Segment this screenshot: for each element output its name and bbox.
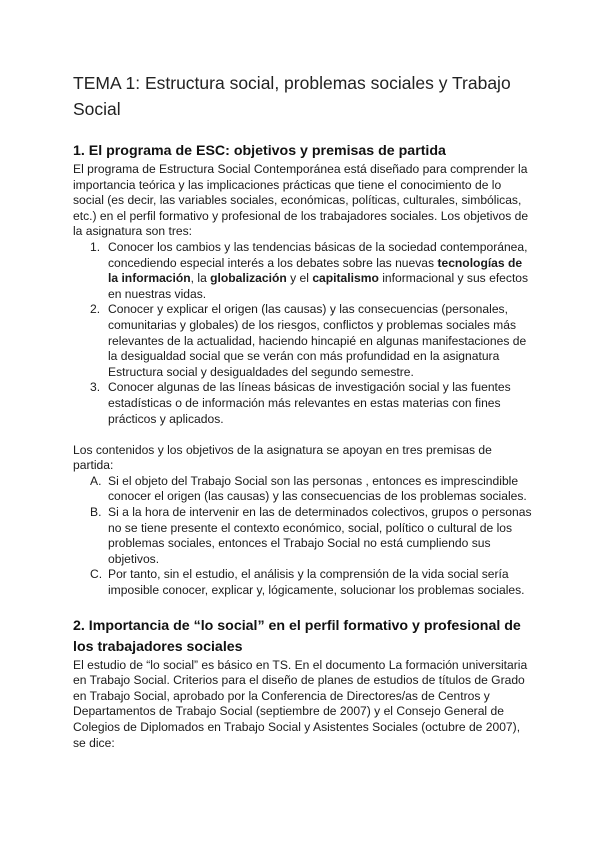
- premise-item: [73, 505, 533, 567]
- paragraph-gap: [73, 427, 533, 443]
- document-title: TEMA 1: Estructura social, problemas sociales y Trabajo Social: [73, 73, 511, 119]
- section-2-text: El estudio de “lo social” es básico en TS. En el documento La formación universitaria en Trabajo Social. Criterios para el diseño de planes de estudios de títulos de Grado en Trabajo Social, aprobado por la Conferencia de Directores/as de Centros y Departamentos de Trabajo Social (septiembre de 2007) y el Consejo General de Colegios de Diplomados en Trabajo Social y Asistentes Sociales (octubre de 2007), se dice:: [73, 657, 528, 750]
- objective-text-pre: Conocer los cambios y las tendencias básicas de la sociedad contemporánea, concediendo especial interés a los debates sobre las nuevas: [108, 239, 528, 270]
- bold-term-capitalism: capitalismo: [312, 271, 379, 286]
- objectives-list: [73, 240, 533, 427]
- premise-text: Si el objeto del Trabajo Social son las personas , entonces es imprescindible conocer el origen (las causas) y las consecuencias de los problemas sociales.: [108, 473, 527, 504]
- list-marker: B.: [90, 505, 102, 520]
- objective-text: Conocer y explicar el origen (las causas) y las consecuencias (personales, comunitarias y globales) de los riesgos, conflictos y problemas sociales más relevantes de la actualidad, haciendo hincapié en algunas manifestaciones de la desigualdad social que se verán con más profundidad en la asignatura Estructura social y desigualdades del segundo semestre.: [108, 302, 527, 379]
- premise-text: Por tanto, sin el estudio, el análisis y la comprensión de la vida social sería imposible conocer, explicar y, lógicamente, solucionar los problemas sociales.: [108, 567, 525, 598]
- section-gap: [73, 599, 533, 616]
- objective-text-post: informacional y sus efectos en nuestras vidas.: [108, 271, 529, 301]
- section-1-intro: El programa de Estructura Social Contemporánea está diseñado para comprender la importancia teórica y las implicaciones prácticas que tiene el conocimiento de lo social (es decir, las variables sociales, económicas, políticas, culturales, simbólicas, etc.) en el perfil formativo y profesional de los trabajadores sociales. Los objetivos de la asignatura son tres:: [73, 162, 529, 239]
- premise-item: [73, 567, 533, 598]
- list-marker: A.: [90, 473, 102, 488]
- bold-term-globalization: globalización: [210, 271, 287, 286]
- list-marker: 3.: [90, 380, 101, 395]
- objective-text-mid: y el: [286, 271, 313, 286]
- premises-list: [73, 474, 533, 599]
- premise-text: Si a la hora de intervenir en las de determinados colectivos, grupos o personas no se tiene presente el contexto económico, social, político o cultural de los problemas sociales, entonces el Trabajo Social no está cumpliendo sus objetivos.: [108, 505, 532, 566]
- objective-text-mid: , la: [190, 271, 211, 286]
- list-marker: 2.: [90, 302, 101, 317]
- bold-term-ict: tecnologías de la información: [108, 255, 523, 286]
- list-marker: C.: [90, 567, 103, 582]
- premises-intro: Los contenidos y los objetivos de la asignatura se apoyan en tres premisas de partida:: [73, 442, 492, 473]
- list-marker: 1.: [90, 239, 101, 254]
- objective-item: [73, 302, 533, 380]
- objective-item: [73, 380, 533, 427]
- objective-item: [73, 240, 533, 302]
- objective-text: Conocer algunas de las líneas básicas de investigación social y las fuentes estadísticas o de información más relevantes en estas materias con fines prácticos y aplicados.: [108, 380, 511, 426]
- document-page: [73, 70, 533, 751]
- premise-item: [73, 474, 533, 505]
- section-2-heading: 2. Importancia de “lo social” en el perfil formativo y profesional de los trabajadores sociales: [73, 617, 521, 655]
- section-1-heading: 1. El programa de ESC: objetivos y premisas de partida: [73, 143, 446, 159]
